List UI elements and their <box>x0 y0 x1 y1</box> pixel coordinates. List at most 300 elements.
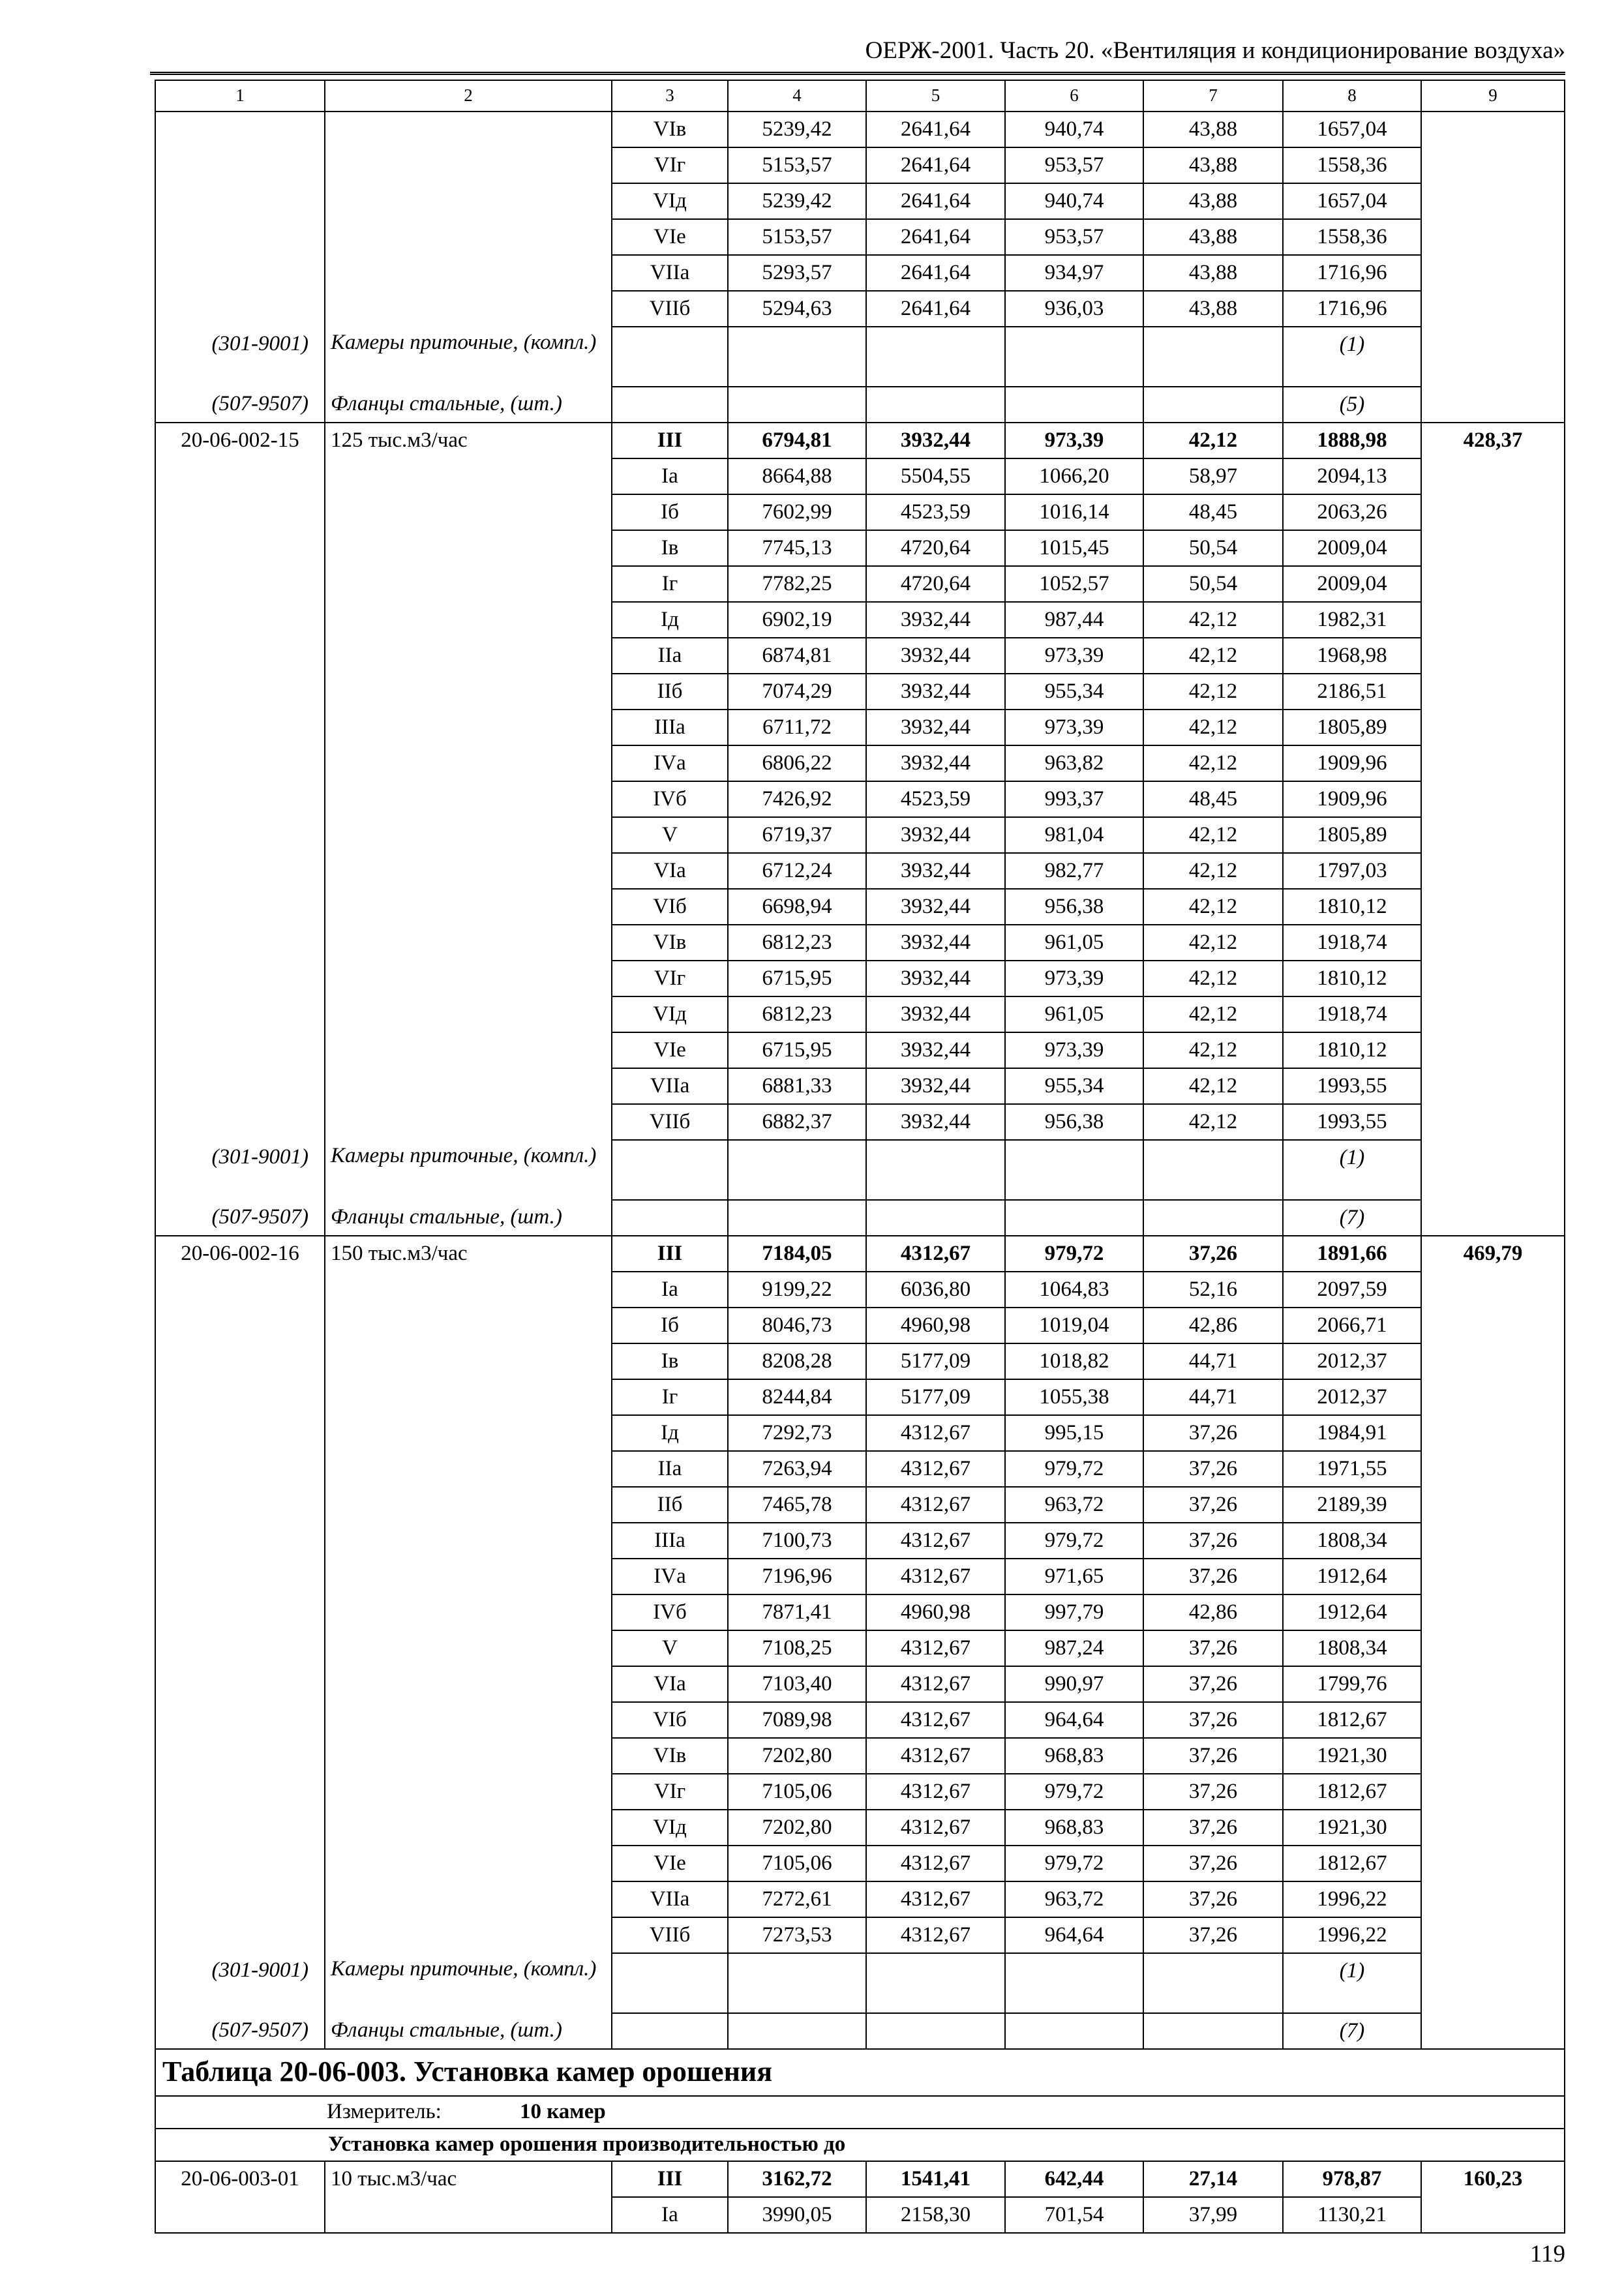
value-cell: 7272,61 <box>728 1881 866 1917</box>
col9-cell <box>1421 458 1565 494</box>
zone-cell: VIг <box>612 961 728 996</box>
value-cell: 940,74 <box>1005 183 1143 219</box>
col9-cell <box>1421 291 1565 327</box>
running-header: ОЕРЖ-2001. Часть 20. «Вентиляция и кондиционирование воздуха» <box>865 37 1565 64</box>
value-cell: 5153,57 <box>728 219 866 255</box>
name-cell <box>325 458 612 494</box>
zone-cell: IIа <box>612 1451 728 1487</box>
value-cell: 1912,64 <box>1283 1594 1421 1630</box>
value-cell: 990,97 <box>1005 1666 1143 1702</box>
code-cell: 20-06-002-16 <box>155 1236 325 1272</box>
value-cell: 1810,12 <box>1283 1032 1421 1068</box>
code-cell <box>155 1917 325 1953</box>
value-cell: 1716,96 <box>1283 291 1421 327</box>
col9-cell <box>1421 1487 1565 1523</box>
value-cell: 963,82 <box>1005 745 1143 781</box>
section-row <box>155 2129 1565 2161</box>
table-row <box>155 112 1565 147</box>
zone-cell: VIе <box>612 1846 728 1881</box>
value-cell: 1971,55 <box>1283 1451 1421 1487</box>
value-cell: 1921,30 <box>1283 1738 1421 1774</box>
value-cell: 37,26 <box>1143 1559 1283 1594</box>
zone-cell: III <box>612 423 728 458</box>
value-cell: 42,12 <box>1143 674 1283 710</box>
material-qty: (1) <box>1283 1140 1421 1200</box>
col9-cell <box>1421 1559 1565 1594</box>
value-cell: 1812,67 <box>1283 1774 1421 1810</box>
value-cell: 3932,44 <box>866 423 1005 458</box>
value-cell: 5293,57 <box>728 255 866 291</box>
value-cell: 2009,04 <box>1283 566 1421 602</box>
code-cell <box>155 781 325 817</box>
zone-cell: VIв <box>612 112 728 147</box>
value-cell: 7089,98 <box>728 1702 866 1738</box>
material-qty: (7) <box>1283 1200 1421 1236</box>
rates-table <box>155 80 1565 2234</box>
table-row <box>155 961 1565 996</box>
name-cell <box>325 1104 612 1140</box>
empty-cell <box>612 327 728 387</box>
col9-cell <box>1421 1738 1565 1774</box>
value-cell: 4312,67 <box>866 1415 1005 1451</box>
value-cell: 4312,67 <box>866 1810 1005 1846</box>
value-cell: 1064,83 <box>1005 1272 1143 1308</box>
zone-cell: VIе <box>612 219 728 255</box>
value-cell: 7292,73 <box>728 1415 866 1451</box>
name-cell <box>325 291 612 327</box>
code-cell <box>155 1810 325 1846</box>
zone-cell: IVб <box>612 781 728 817</box>
value-cell: 6711,72 <box>728 710 866 745</box>
value-cell: 43,88 <box>1143 255 1283 291</box>
col9-cell <box>1421 183 1565 219</box>
table-row <box>155 1666 1565 1702</box>
col9-cell <box>1421 1451 1565 1487</box>
value-cell: 42,12 <box>1143 745 1283 781</box>
material-name: Фланцы стальные, (шт.) <box>325 387 612 423</box>
value-cell: 1015,45 <box>1005 530 1143 566</box>
value-cell: 963,72 <box>1005 1881 1143 1917</box>
value-cell: 2097,59 <box>1283 1272 1421 1308</box>
material-qty: (7) <box>1283 2013 1421 2049</box>
value-cell: 953,57 <box>1005 219 1143 255</box>
value-cell: 993,37 <box>1005 781 1143 817</box>
value-cell: 52,16 <box>1143 1272 1283 1308</box>
value-cell: 42,86 <box>1143 1594 1283 1630</box>
column-number: 3 <box>612 80 728 112</box>
col9-cell <box>1421 889 1565 925</box>
code-cell: 20-06-003-01 <box>155 2161 325 2197</box>
value-cell: 6812,23 <box>728 996 866 1032</box>
code-cell <box>155 1666 325 1702</box>
value-cell: 1808,34 <box>1283 1523 1421 1559</box>
value-cell: 1968,98 <box>1283 638 1421 674</box>
zone-cell: Iа <box>612 2197 728 2233</box>
value-cell: 37,26 <box>1143 1774 1283 1810</box>
code-cell <box>155 674 325 710</box>
zone-cell: VIIа <box>612 1881 728 1917</box>
zone-cell: VIIб <box>612 1917 728 1953</box>
code-cell <box>155 710 325 745</box>
name-cell <box>325 853 612 889</box>
name-cell <box>325 566 612 602</box>
col9-cell <box>1421 1272 1565 1308</box>
value-cell: 955,34 <box>1005 1068 1143 1104</box>
column-number: 5 <box>866 80 1005 112</box>
table-title-row <box>155 2049 1565 2096</box>
table-row <box>155 996 1565 1032</box>
empty-cell <box>866 387 1005 423</box>
name-cell <box>325 1738 612 1774</box>
value-cell: 964,64 <box>1005 1917 1143 1953</box>
value-cell: 37,26 <box>1143 1666 1283 1702</box>
name-cell <box>325 1917 612 1953</box>
name-cell <box>325 1774 612 1810</box>
material-code: (301-9001) <box>155 1140 325 1200</box>
name-cell <box>325 1308 612 1343</box>
value-cell: 968,83 <box>1005 1810 1143 1846</box>
value-cell: 1984,91 <box>1283 1415 1421 1451</box>
value-cell: 1918,74 <box>1283 925 1421 961</box>
value-cell: 1996,22 <box>1283 1881 1421 1917</box>
value-cell: 979,72 <box>1005 1774 1143 1810</box>
value-cell: 42,12 <box>1143 638 1283 674</box>
table-row <box>155 817 1565 853</box>
col9-cell <box>1421 602 1565 638</box>
table-row <box>155 1774 1565 1810</box>
value-cell: 4312,67 <box>866 1846 1005 1881</box>
value-cell: 1810,12 <box>1283 961 1421 996</box>
value-cell: 3932,44 <box>866 710 1005 745</box>
name-cell <box>325 781 612 817</box>
name-cell <box>325 996 612 1032</box>
col9-cell <box>1421 1415 1565 1451</box>
value-cell: 997,79 <box>1005 1594 1143 1630</box>
empty-cell <box>612 1953 728 2013</box>
name-cell <box>325 1032 612 1068</box>
value-cell: 4312,67 <box>866 1630 1005 1666</box>
name-cell <box>325 710 612 745</box>
value-cell: 43,88 <box>1143 219 1283 255</box>
value-cell: 37,99 <box>1143 2197 1283 2233</box>
zone-cell: Iд <box>612 1415 728 1451</box>
value-cell: 4720,64 <box>866 530 1005 566</box>
zone-cell: Iв <box>612 1343 728 1379</box>
value-cell: 37,26 <box>1143 1702 1283 1738</box>
empty-cell <box>728 1140 866 1200</box>
value-cell: 5239,42 <box>728 112 866 147</box>
value-cell: 956,38 <box>1005 1104 1143 1140</box>
table-row <box>155 1810 1565 1846</box>
value-cell: 3932,44 <box>866 925 1005 961</box>
value-cell: 1912,64 <box>1283 1559 1421 1594</box>
value-cell: 953,57 <box>1005 147 1143 183</box>
value-cell: 1805,89 <box>1283 710 1421 745</box>
zone-cell: VIв <box>612 1738 728 1774</box>
value-cell: 42,12 <box>1143 423 1283 458</box>
table-row <box>155 530 1565 566</box>
code-cell <box>155 1343 325 1379</box>
zone-cell: V <box>612 817 728 853</box>
value-cell: 37,26 <box>1143 1415 1283 1451</box>
col9-cell <box>1421 710 1565 745</box>
value-cell: 7184,05 <box>728 1236 866 1272</box>
value-cell: 973,39 <box>1005 1032 1143 1068</box>
value-cell: 4960,98 <box>866 1308 1005 1343</box>
code-cell <box>155 1068 325 1104</box>
value-cell: 1797,03 <box>1283 853 1421 889</box>
value-cell: 42,12 <box>1143 925 1283 961</box>
empty-cell <box>612 1140 728 1200</box>
name-cell <box>325 530 612 566</box>
column-number: 7 <box>1143 80 1283 112</box>
code-cell <box>155 1774 325 1810</box>
value-cell: 1918,74 <box>1283 996 1421 1032</box>
material-row <box>155 387 1565 423</box>
code-cell <box>155 1415 325 1451</box>
col9-cell <box>1421 255 1565 291</box>
empty-cell <box>612 2013 728 2049</box>
table-row <box>155 925 1565 961</box>
col9-cell <box>1421 530 1565 566</box>
col9-cell <box>1421 817 1565 853</box>
material-row <box>155 327 1565 387</box>
value-cell: 1921,30 <box>1283 1810 1421 1846</box>
name-cell <box>325 147 612 183</box>
table-row <box>155 1272 1565 1308</box>
value-cell: 1657,04 <box>1283 183 1421 219</box>
value-cell: 1982,31 <box>1283 602 1421 638</box>
zone-cell: VIа <box>612 853 728 889</box>
value-cell: 6715,95 <box>728 1032 866 1068</box>
zone-cell: IIа <box>612 638 728 674</box>
value-cell: 6698,94 <box>728 889 866 925</box>
empty-cell <box>1005 1140 1143 1200</box>
table-row <box>155 781 1565 817</box>
col9-cell <box>1421 1630 1565 1666</box>
value-cell: 964,64 <box>1005 1702 1143 1738</box>
empty-cell <box>1421 2013 1565 2049</box>
zone-cell: Iв <box>612 530 728 566</box>
zone-cell: IVб <box>612 1594 728 1630</box>
name-cell <box>325 183 612 219</box>
empty-cell <box>1143 1140 1283 1200</box>
material-code: (507-9507) <box>155 1200 325 1236</box>
zone-cell: IVа <box>612 745 728 781</box>
table-row <box>155 745 1565 781</box>
value-cell: 43,88 <box>1143 291 1283 327</box>
value-cell: 37,26 <box>1143 1810 1283 1846</box>
table-row <box>155 147 1565 183</box>
zone-cell: Iа <box>612 458 728 494</box>
value-cell: 8208,28 <box>728 1343 866 1379</box>
value-cell: 3990,05 <box>728 2197 866 2233</box>
table-row <box>155 602 1565 638</box>
value-cell: 2158,30 <box>866 2197 1005 2233</box>
value-cell: 37,26 <box>1143 1487 1283 1523</box>
value-cell: 43,88 <box>1143 147 1283 183</box>
empty-cell <box>1421 387 1565 423</box>
value-cell: 42,12 <box>1143 1104 1283 1140</box>
name-cell <box>325 1379 612 1415</box>
value-cell: 979,72 <box>1005 1451 1143 1487</box>
column-number: 6 <box>1005 80 1143 112</box>
table-row <box>155 2161 1565 2197</box>
code-cell <box>155 1487 325 1523</box>
name-cell <box>325 1343 612 1379</box>
name-cell <box>325 1523 612 1559</box>
value-cell: 37,26 <box>1143 1738 1283 1774</box>
value-cell: 37,26 <box>1143 1523 1283 1559</box>
value-cell: 7602,99 <box>728 494 866 530</box>
value-cell: 940,74 <box>1005 112 1143 147</box>
value-cell: 7745,13 <box>728 530 866 566</box>
value-cell: 8046,73 <box>728 1308 866 1343</box>
value-cell: 2063,26 <box>1283 494 1421 530</box>
name-cell <box>325 1666 612 1702</box>
table-row <box>155 1487 1565 1523</box>
table-row <box>155 423 1565 458</box>
code-cell <box>155 291 325 327</box>
table-row <box>155 1236 1565 1272</box>
value-cell: 50,54 <box>1143 530 1283 566</box>
value-cell: 4523,59 <box>866 494 1005 530</box>
code-cell <box>155 2197 325 2233</box>
value-cell: 1016,14 <box>1005 494 1143 530</box>
value-cell: 1657,04 <box>1283 112 1421 147</box>
zone-cell: VIIб <box>612 291 728 327</box>
value-cell: 1812,67 <box>1283 1846 1421 1881</box>
material-name: Камеры приточные, (компл.) <box>325 1140 612 1200</box>
value-cell: 1891,66 <box>1283 1236 1421 1272</box>
col9-cell <box>1421 1104 1565 1140</box>
col9-cell <box>1421 1032 1565 1068</box>
value-cell: 934,97 <box>1005 255 1143 291</box>
value-cell: 955,34 <box>1005 674 1143 710</box>
value-cell: 48,45 <box>1143 781 1283 817</box>
empty-cell <box>1005 327 1143 387</box>
name-cell <box>325 219 612 255</box>
value-cell: 37,26 <box>1143 1451 1283 1487</box>
code-cell <box>155 494 325 530</box>
col9-cell <box>1421 1846 1565 1881</box>
name-cell <box>325 494 612 530</box>
value-cell: 42,12 <box>1143 889 1283 925</box>
name-cell <box>325 1451 612 1487</box>
value-cell: 1018,82 <box>1005 1343 1143 1379</box>
table-row <box>155 853 1565 889</box>
value-cell: 42,12 <box>1143 817 1283 853</box>
column-number: 2 <box>325 80 612 112</box>
value-cell: 1019,04 <box>1005 1308 1143 1343</box>
empty-cell <box>1005 1953 1143 2013</box>
col9-cell <box>1421 925 1565 961</box>
value-cell: 4312,67 <box>866 1702 1005 1738</box>
code-cell <box>155 147 325 183</box>
col9-cell <box>1421 996 1565 1032</box>
value-cell: 956,38 <box>1005 889 1143 925</box>
value-cell: 936,03 <box>1005 291 1143 327</box>
zone-cell: IIб <box>612 1487 728 1523</box>
value-cell: 982,77 <box>1005 853 1143 889</box>
value-cell: 58,97 <box>1143 458 1283 494</box>
name-cell <box>325 674 612 710</box>
measure-row <box>155 2096 1565 2129</box>
code-cell <box>155 889 325 925</box>
material-name: Камеры приточные, (компл.) <box>325 327 612 387</box>
table-row <box>155 1104 1565 1140</box>
value-cell: 1541,41 <box>866 2161 1005 2197</box>
col9-cell: 160,23 <box>1421 2161 1565 2197</box>
empty-cell <box>1143 1200 1283 1236</box>
value-cell: 7465,78 <box>728 1487 866 1523</box>
value-cell: 43,88 <box>1143 183 1283 219</box>
value-cell: 2641,64 <box>866 255 1005 291</box>
value-cell: 42,12 <box>1143 961 1283 996</box>
code-cell <box>155 1032 325 1068</box>
material-qty: (1) <box>1283 327 1421 387</box>
zone-cell: VIд <box>612 996 728 1032</box>
empty-cell <box>1143 1953 1283 2013</box>
zone-cell: Iа <box>612 1272 728 1308</box>
value-cell: 2641,64 <box>866 112 1005 147</box>
value-cell: 37,26 <box>1143 1881 1283 1917</box>
code-cell <box>155 602 325 638</box>
zone-cell: Iб <box>612 1308 728 1343</box>
col9-cell <box>1421 1068 1565 1104</box>
value-cell: 42,12 <box>1143 996 1283 1032</box>
name-cell <box>325 1594 612 1630</box>
value-cell: 42,12 <box>1143 1068 1283 1104</box>
zone-cell: IIIа <box>612 1523 728 1559</box>
col9-cell <box>1421 1810 1565 1846</box>
material-row <box>155 1953 1565 2013</box>
code-cell <box>155 1379 325 1415</box>
code-cell <box>155 1630 325 1666</box>
value-cell: 1888,98 <box>1283 423 1421 458</box>
col9-cell <box>1421 1666 1565 1702</box>
value-cell: 7105,06 <box>728 1774 866 1810</box>
value-cell: 2012,37 <box>1283 1343 1421 1379</box>
value-cell: 3932,44 <box>866 996 1005 1032</box>
code-cell <box>155 1738 325 1774</box>
column-number: 8 <box>1283 80 1421 112</box>
zone-cell: VIб <box>612 889 728 925</box>
code-cell <box>155 1702 325 1738</box>
empty-cell <box>1143 387 1283 423</box>
name-cell <box>325 745 612 781</box>
zone-cell: VIв <box>612 925 728 961</box>
value-cell: 37,26 <box>1143 1917 1283 1953</box>
value-cell: 27,14 <box>1143 2161 1283 2197</box>
value-cell: 4960,98 <box>866 1594 1005 1630</box>
empty-cell <box>866 1140 1005 1200</box>
code-cell <box>155 745 325 781</box>
table-title: Таблица 20-06-003. Установка камер орошения <box>155 2049 1565 2096</box>
value-cell: 7202,80 <box>728 1810 866 1846</box>
zone-cell: VIг <box>612 147 728 183</box>
value-cell: 7782,25 <box>728 566 866 602</box>
zone-cell: VIIб <box>612 1104 728 1140</box>
col9-cell <box>1421 1774 1565 1810</box>
measure-cell <box>155 2096 1565 2129</box>
value-cell: 4312,67 <box>866 1666 1005 1702</box>
name-cell <box>325 1846 612 1881</box>
table-row <box>155 1738 1565 1774</box>
value-cell: 37,26 <box>1143 1846 1283 1881</box>
value-cell: 42,12 <box>1143 853 1283 889</box>
column-number: 9 <box>1421 80 1565 112</box>
